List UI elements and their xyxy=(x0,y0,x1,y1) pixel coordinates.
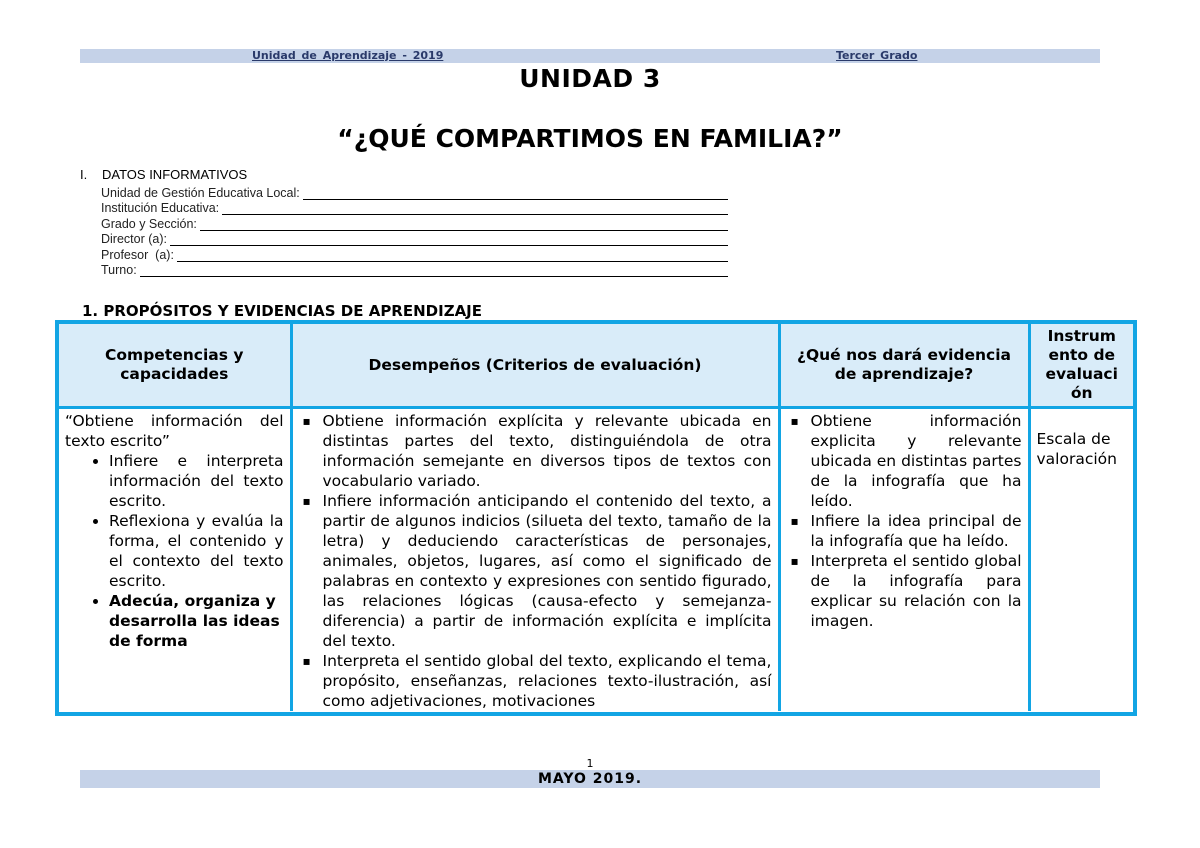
header-desempenos: Desempeños (Criterios de evaluación) xyxy=(291,324,779,408)
header-left-text: Unidad de Aprendizaje - 2019 xyxy=(252,49,444,62)
cell-evidencias xyxy=(779,408,1029,712)
capacidad-item: • Reflexiona y evalúa la forma, el contenido y el contexto del texto escrito. xyxy=(109,511,284,591)
field-label: Institución Educativa: xyxy=(101,201,220,215)
header-right-text: Tercer Grado xyxy=(836,49,918,62)
capacidad-item-bold: • Adecúa, organiza y desarrolla las ideas de forma xyxy=(109,591,284,651)
fill-line xyxy=(222,203,728,215)
propositos-table xyxy=(55,320,1137,716)
page-title: UNIDAD 3 xyxy=(519,64,661,93)
evidencia-item: ▪ Obtiene información explicita y relevante ubicada en distintas partes de la infografía que ha leído. xyxy=(811,411,1022,511)
page-subtitle: “¿QUÉ COMPARTIMOS EN FAMILIA?” xyxy=(337,124,843,153)
evidencia-item: ▪ Interpreta el sentido global de la infografía para explicar su relación con la imagen. xyxy=(811,551,1022,631)
field-ugel[interactable] xyxy=(101,184,728,200)
page-number: 1 xyxy=(586,757,594,770)
datos-heading xyxy=(80,167,247,182)
capacidad-item: • Infiere e interpreta información del texto escrito. xyxy=(109,451,284,511)
fill-line xyxy=(170,234,728,246)
desempeno-item: ▪ Interpreta el sentido global del texto, explicando el tema, propósito, enseñanzas, relaciones texto-ilustración, así como adjetivaciones, motivaciones xyxy=(323,651,772,711)
footer-band: MAYO 2019. xyxy=(80,770,1100,788)
datos-number: I. xyxy=(80,167,88,182)
datos-heading-text: DATOS INFORMATIVOS xyxy=(102,167,248,182)
desempeno-item: ▪ Obtiene información explícita y relevante ubicada en distintas partes del texto, distinguiéndola de otra información semejante en diversos tipos de textos con vocabulario variado. xyxy=(323,411,772,491)
fill-line xyxy=(200,219,728,231)
cell-desempenos xyxy=(291,408,779,712)
field-label: Unidad de Gestión Educativa Local: xyxy=(101,185,300,200)
desempeno-item: ▪ Infiere información anticipando el contenido del texto, a partir de algunos indicios (silueta del texto, tamaño de la letra) y deduciendo características de personajes, animales, objetos, lugares, así como el significado de palabras en contexto y expresiones con sentido figurado, las relaciones lógicas (causa-efecto y semejanza-diferencia) a partir de información explícita e implícita del texto. xyxy=(323,491,772,651)
field-turno[interactable] xyxy=(101,262,728,278)
cell-competencias xyxy=(59,408,291,712)
header-evidencia: ¿Qué nos dará evidencia de aprendizaje? xyxy=(779,324,1029,408)
fill-line xyxy=(140,265,728,277)
field-label: Director (a): xyxy=(101,232,167,246)
header-competencias: Competencias y capacidades xyxy=(59,324,291,408)
field-director[interactable] xyxy=(101,231,728,247)
instrumento-text: Escala de valoración xyxy=(1036,430,1117,468)
fill-line xyxy=(303,188,728,200)
field-institucion[interactable] xyxy=(101,200,728,216)
field-profesor[interactable] xyxy=(101,246,728,262)
fill-line xyxy=(177,250,728,262)
field-label: Grado y Sección: xyxy=(101,216,197,231)
competencia-intro: “Obtiene información del texto escrito” xyxy=(65,412,284,450)
header-instrumento: Instrum ento de evaluaci ón xyxy=(1029,324,1133,408)
field-label: Turno: xyxy=(101,263,137,277)
section-title: 1. PROPÓSITOS Y EVIDENCIAS DE APRENDIZAJE xyxy=(82,302,483,320)
evidencia-item: ▪ Infiere la idea principal de la infografía que ha leído. xyxy=(811,511,1022,551)
field-label: Profesor (a): xyxy=(101,247,174,262)
datos-fields xyxy=(101,184,728,277)
header-band xyxy=(80,49,1100,63)
field-grado-seccion[interactable] xyxy=(101,215,728,231)
cell-instrumento xyxy=(1029,408,1133,712)
